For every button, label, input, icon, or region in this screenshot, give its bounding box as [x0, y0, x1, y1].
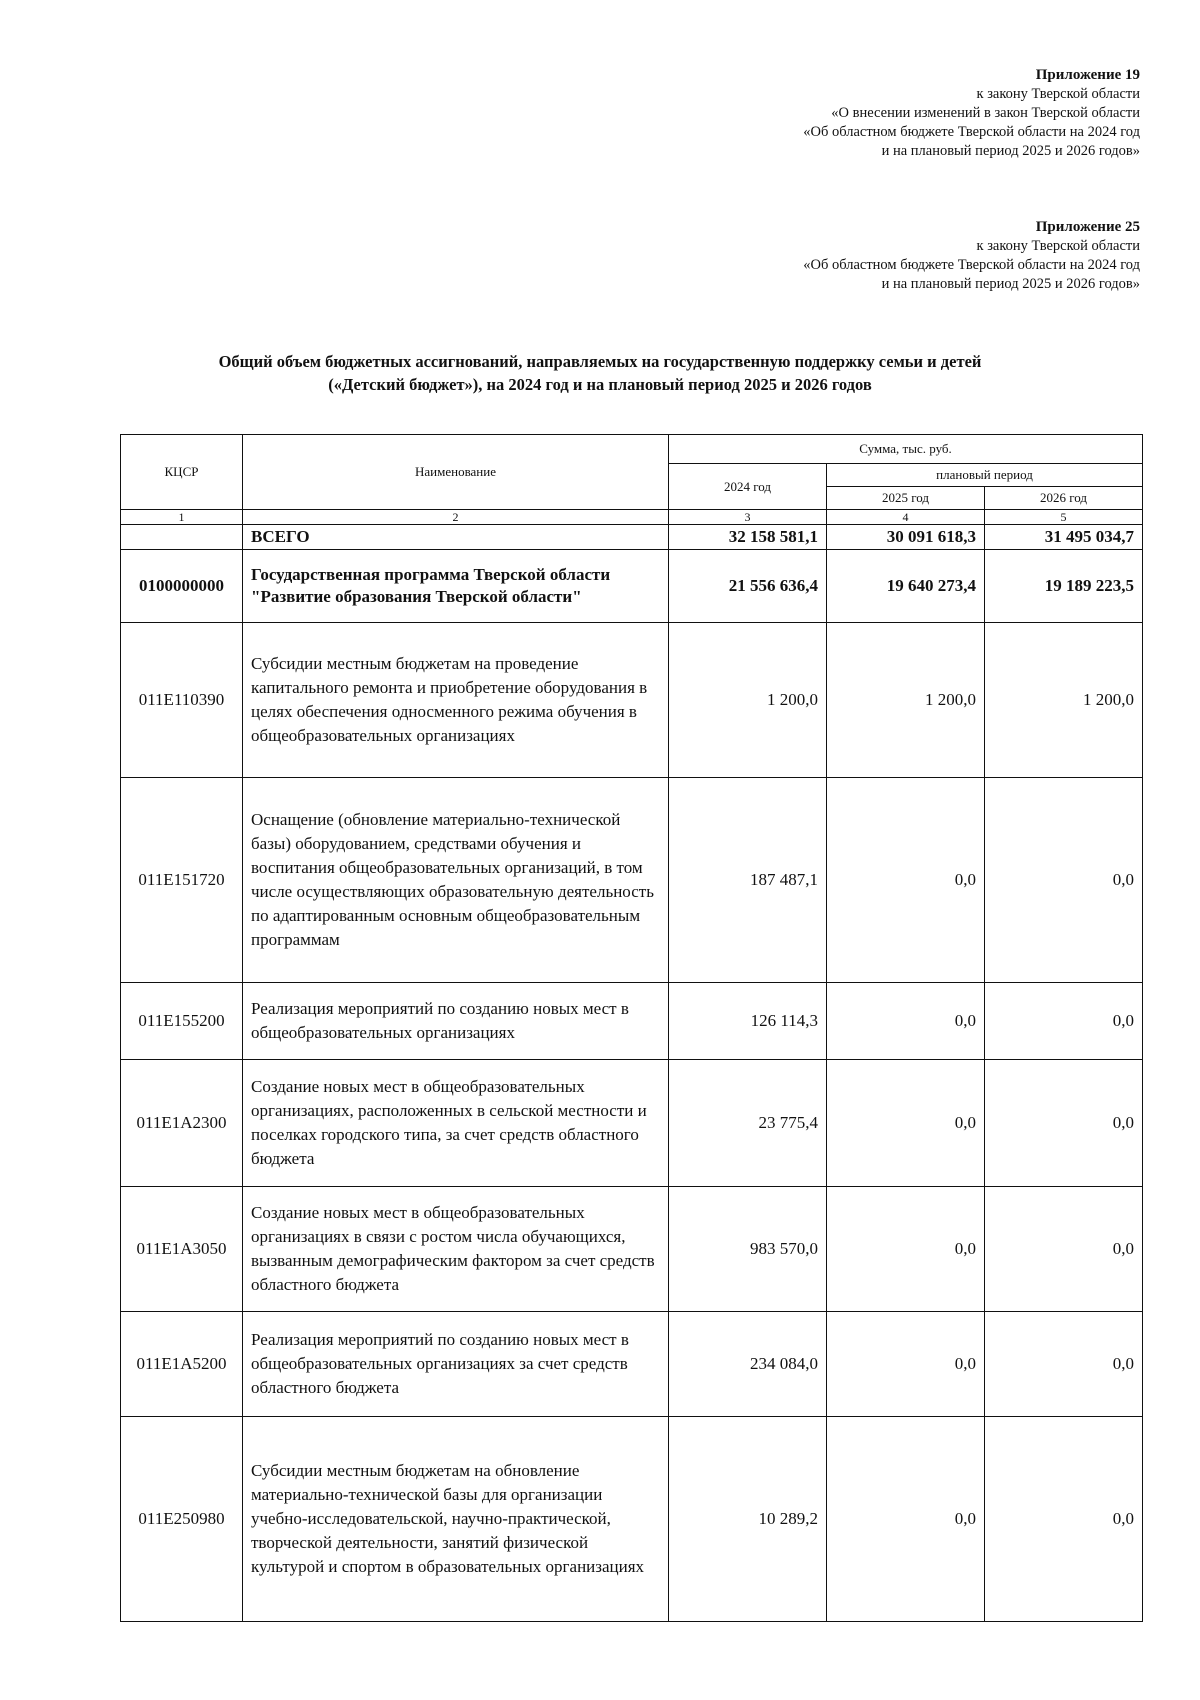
row-2024: 983 570,0	[669, 1187, 827, 1312]
row-code: 011E110390	[121, 623, 243, 778]
program-2024: 21 556 636,4	[669, 550, 827, 623]
row-code: 011E250980	[121, 1417, 243, 1622]
table-row	[121, 983, 1143, 1060]
program-2025: 19 640 273,4	[827, 550, 985, 623]
column-number: 1	[121, 510, 243, 525]
row-code: 011E1A5200	[121, 1312, 243, 1417]
row-2025: 0,0	[827, 1060, 985, 1187]
table-row	[121, 1187, 1143, 1312]
total-2025: 30 091 618,3	[827, 525, 985, 550]
row-name: Создание новых мест в общеобразовательных организациях в связи с ростом числа обучающихся, вызванным демографическим фактором за счет средств областного бюджета	[243, 1187, 669, 1312]
row-2026: 0,0	[985, 1187, 1143, 1312]
row-2024: 10 289,2	[669, 1417, 827, 1622]
header-code: КЦСР	[121, 435, 243, 510]
document-title-line: («Детский бюджет»), на 2024 год и на плановый период 2025 и 2026 годов	[328, 375, 872, 394]
row-2024: 1 200,0	[669, 623, 827, 778]
row-2025: 0,0	[827, 983, 985, 1060]
row-2026: 0,0	[985, 1060, 1143, 1187]
row-code: 011E155200	[121, 983, 243, 1060]
program-code: 0100000000	[121, 550, 243, 623]
appendix-19-header	[620, 66, 1140, 161]
total-row	[121, 525, 1143, 550]
program-name: Государственная программа Тверской области "Развитие образования Тверской области"	[243, 550, 669, 623]
row-2026: 0,0	[985, 778, 1143, 983]
table-row	[121, 778, 1143, 983]
row-2024: 187 487,1	[669, 778, 827, 983]
row-2026: 0,0	[985, 1417, 1143, 1622]
row-code: 011E1A2300	[121, 1060, 243, 1187]
row-name: Реализация мероприятий по созданию новых мест в общеобразовательных организациях за счет средств областного бюджета	[243, 1312, 669, 1417]
row-name: Реализация мероприятий по созданию новых мест в общеобразовательных организациях	[243, 983, 669, 1060]
total-label: ВСЕГО	[243, 525, 669, 550]
row-name: Субсидии местным бюджетам на обновление материально-технической базы для организации учебно-исследовательской, научно-практической, творческой деятельности, занятий физической культурой и спортом в образовательных организациях	[243, 1417, 669, 1622]
row-2025: 1 200,0	[827, 623, 985, 778]
header-name: Наименование	[243, 435, 669, 510]
row-2024: 23 775,4	[669, 1060, 827, 1187]
row-name: Субсидии местным бюджетам на проведение капитального ремонта и приобретение оборудования в целях обеспечения односменного режима обучения в общеобразовательных организациях	[243, 623, 669, 778]
row-2026: 0,0	[985, 983, 1143, 1060]
appendix-19-line: «Об областном бюджете Тверской области на 2024 год	[803, 124, 1140, 140]
appendix-19-line: к закону Тверской области	[976, 86, 1140, 102]
row-2025: 0,0	[827, 1312, 985, 1417]
row-code: 011E151720	[121, 778, 243, 983]
row-2024: 234 084,0	[669, 1312, 827, 1417]
total-2026: 31 495 034,7	[985, 525, 1143, 550]
appendix-25-line: «Об областном бюджете Тверской области на 2024 год	[803, 257, 1140, 273]
table-row	[121, 1060, 1143, 1187]
row-2025: 0,0	[827, 1187, 985, 1312]
appendix-25-line: к закону Тверской области	[976, 238, 1140, 254]
appendix-25-title: Приложение 25	[1035, 219, 1140, 235]
row-2026: 1 200,0	[985, 623, 1143, 778]
table-row	[121, 1417, 1143, 1622]
header-year-2026: 2026 год	[985, 487, 1143, 510]
column-number-row	[121, 510, 1143, 525]
header-year-2025: 2025 год	[827, 487, 985, 510]
column-number: 3	[669, 510, 827, 525]
row-2025: 0,0	[827, 1417, 985, 1622]
table-row	[121, 623, 1143, 778]
appendix-25-header	[620, 218, 1140, 294]
document-title-line: Общий объем бюджетных ассигнований, направляемых на государственную поддержку семьи и детей	[218, 352, 982, 371]
appendix-19-line: «О внесении изменений в закон Тверской области	[831, 105, 1140, 121]
appendix-25-line: и на плановый период 2025 и 2026 годов»	[881, 276, 1140, 292]
appendix-19-title: Приложение 19	[1035, 67, 1140, 83]
program-2026: 19 189 223,5	[985, 550, 1143, 623]
header-year-2024: 2024 год	[669, 464, 827, 510]
row-code: 011E1A3050	[121, 1187, 243, 1312]
row-2026: 0,0	[985, 1312, 1143, 1417]
column-number: 2	[243, 510, 669, 525]
document-title	[120, 350, 1080, 396]
header-sum: Сумма, тыс. руб.	[669, 435, 1143, 464]
budget-table	[120, 434, 1143, 1622]
row-2025: 0,0	[827, 778, 985, 983]
row-2024: 126 114,3	[669, 983, 827, 1060]
column-number: 4	[827, 510, 985, 525]
row-name: Создание новых мест в общеобразовательных организациях, расположенных в сельской местности и поселках городского типа, за счет средств областного бюджета	[243, 1060, 669, 1187]
header-planned-period: плановый период	[827, 464, 1143, 487]
table-row	[121, 1312, 1143, 1417]
row-name: Оснащение (обновление материально-технической базы) оборудованием, средствами обучения и воспитания общеобразовательных организаций, в том числе осуществляющих образовательную деятельность по адаптированным основным общеобразовательным программам	[243, 778, 669, 983]
appendix-19-line: и на плановый период 2025 и 2026 годов»	[881, 143, 1140, 159]
total-2024: 32 158 581,1	[669, 525, 827, 550]
total-code-cell	[121, 525, 243, 550]
program-row	[121, 550, 1143, 623]
column-number: 5	[985, 510, 1143, 525]
